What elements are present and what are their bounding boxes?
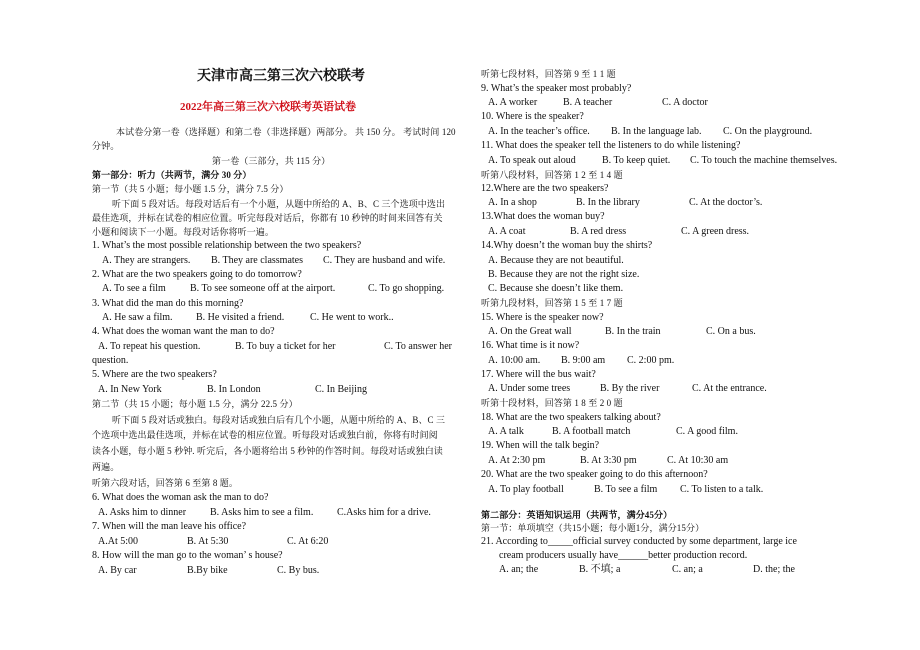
- option-b[interactable]: B. To see a film: [594, 484, 658, 495]
- option-b[interactable]: B. A red dress: [570, 226, 627, 237]
- option-c[interactable]: C. At the entrance.: [692, 383, 767, 394]
- option-a[interactable]: A. 10:00 am.: [488, 355, 541, 366]
- option-c[interactable]: C. To listen to a talk.: [680, 484, 764, 495]
- intro-line-2: 分钟。: [92, 141, 120, 151]
- option-a[interactable]: A. To speak out aloud: [488, 155, 576, 166]
- section-two-directions-2: 个选项中选出最佳选项，并标在试卷的相应位置。听每段对话或独白前，你将有时间阅: [92, 430, 438, 440]
- option-b[interactable]: B. In London: [207, 384, 261, 395]
- question-6-stem: 6. What does the woman ask the man to do?: [92, 492, 269, 503]
- option-b[interactable]: B. To buy a ticket for her: [235, 341, 336, 352]
- option-c[interactable]: C. To answer her: [384, 341, 452, 352]
- option-b[interactable]: B. To keep quiet.: [602, 155, 671, 166]
- question-18-stem: 18. What are the two speakers talking about?: [481, 412, 661, 423]
- option-d[interactable]: D. the; the: [753, 564, 795, 575]
- question-15-stem: 15. Where is the speaker now?: [481, 312, 604, 323]
- question-5-stem: 5. Where are the two speakers?: [92, 369, 217, 380]
- option-b[interactable]: B. By the river: [600, 383, 660, 394]
- question-14-stem: 14.Why doesn’t the woman buy the shirts?: [481, 240, 653, 251]
- option-a[interactable]: A. an; the: [499, 564, 539, 575]
- option-b[interactable]: B. He visited a friend.: [196, 312, 285, 323]
- question-14-option-b[interactable]: B. Because they are not the right size.: [488, 269, 640, 280]
- question-12-stem: 12.Where are the two speakers?: [481, 183, 609, 194]
- option-b[interactable]: B. In the train: [605, 326, 661, 337]
- option-a[interactable]: A. A worker: [488, 97, 538, 108]
- question-6-options: [92, 507, 472, 519]
- option-c[interactable]: C. By bus.: [277, 565, 320, 576]
- option-c[interactable]: C. 2:00 pm.: [627, 355, 675, 366]
- option-a[interactable]: A. A talk: [488, 426, 524, 437]
- option-c[interactable]: C. A good film.: [676, 426, 738, 437]
- exam-title: 天津市高三第三次六校联考: [197, 69, 365, 84]
- question-15-options: [481, 326, 861, 338]
- option-c[interactable]: C. They are husband and wife.: [323, 255, 446, 266]
- question-2-options: [92, 283, 472, 295]
- question-9-stem: 9. What’s the speaker most probably?: [481, 83, 632, 94]
- question-9-options: [481, 97, 861, 109]
- option-b[interactable]: B. In the library: [576, 197, 640, 208]
- question-10-options: [481, 126, 861, 138]
- option-a[interactable]: A. Under some trees: [488, 383, 571, 394]
- option-c[interactable]: C. an; a: [672, 564, 703, 575]
- option-c[interactable]: C. On the playground.: [723, 126, 813, 137]
- question-8-options: [92, 565, 472, 577]
- option-a[interactable]: A. In the teacher’s office.: [488, 126, 590, 137]
- option-a[interactable]: A. To repeat his question.: [98, 341, 201, 352]
- option-a[interactable]: A. He saw a film.: [102, 312, 173, 323]
- option-c[interactable]: C. A green dress.: [681, 226, 750, 237]
- question-16-options: [481, 355, 861, 367]
- section-one-directions-1: 听下面 5 段对话。每段对话后有一个小题，从题中所给的 A、B、C 三个选项中选出: [112, 199, 446, 209]
- option-a[interactable]: A. To see a film: [102, 283, 166, 294]
- question-4-options: [92, 341, 472, 353]
- option-c[interactable]: C. At the doctor’s.: [689, 197, 763, 208]
- option-b[interactable]: B. 9:00 am: [561, 355, 606, 366]
- option-a[interactable]: A. On the Great wall: [488, 326, 572, 337]
- question-10-stem: 10. Where is the speaker?: [481, 111, 584, 122]
- material-8-instruction: 听第八段材料，回答第 1 2 至 1 4 题: [481, 170, 623, 180]
- option-c[interactable]: C. He went to work..: [310, 312, 394, 323]
- material-7-instruction: 听第七段材料，回答第 9 至 1 1 题: [481, 69, 616, 79]
- material-9-instruction: 听第九段材料，回答第 1 5 至 1 7 题: [481, 298, 623, 308]
- option-a[interactable]: A. In New York: [98, 384, 162, 395]
- question-20-stem: 20. What are the two speaker going to do this afternoon?: [481, 469, 708, 480]
- option-b[interactable]: B. To see someone off at the airport.: [190, 283, 336, 294]
- option-c[interactable]: C.Asks him for a drive.: [337, 507, 431, 518]
- question-5-options: [92, 384, 472, 396]
- question-11-options: [481, 155, 861, 167]
- section-one-directions-3: 小题和阅读下一小题。每段对话你将听一遍。: [92, 227, 275, 237]
- option-a[interactable]: A. To play football: [488, 484, 564, 495]
- option-a[interactable]: A. They are strangers.: [102, 255, 191, 266]
- volume-one-heading: 第一卷（三部分，共 115 分）: [212, 156, 331, 166]
- question-18-options: [481, 426, 861, 438]
- option-a[interactable]: A.At 5:00: [98, 536, 138, 547]
- question-7-options: [92, 536, 472, 548]
- question-14-option-c[interactable]: C. Because she doesn’t like them.: [488, 283, 624, 294]
- option-b[interactable]: B.By bike: [187, 565, 228, 576]
- option-c[interactable]: C. At 10:30 am: [667, 455, 729, 466]
- option-a[interactable]: A. In a shop: [488, 197, 537, 208]
- option-b[interactable]: B. They are classmates: [211, 255, 304, 266]
- part-one-heading: 第一部分：听力（共两节，满分 30 分）: [92, 170, 252, 180]
- question-17-options: [481, 383, 861, 395]
- section-two-heading: 第二节（共 15 小题；每小题 1.5 分，满分 22.5 分）: [92, 399, 298, 409]
- question-21-stem-cont: cream producers usually have______better production record.: [499, 550, 748, 561]
- question-13-stem: 13.What does the woman buy?: [481, 211, 605, 222]
- question-16-stem: 16. What time is it now?: [481, 340, 580, 351]
- option-b[interactable]: B. A teacher: [563, 97, 613, 108]
- option-a[interactable]: A. At 2:30 pm: [488, 455, 546, 466]
- part-two-heading: 第二部分：英语知识运用（共两节，满分45分）: [481, 510, 673, 520]
- option-b[interactable]: B. At 3:30 pm: [580, 455, 637, 466]
- question-13-options: [481, 226, 861, 238]
- option-b[interactable]: B. Asks him to see a film.: [210, 507, 314, 518]
- question-19-stem: 19. When will the talk begin?: [481, 440, 600, 451]
- option-c[interactable]: C. To go shopping.: [368, 283, 445, 294]
- question-3-options: [92, 312, 472, 324]
- question-11-stem: 11. What does the speaker tell the listeners to do while listening?: [481, 140, 741, 151]
- intro-line-1: 本试卷分第一卷（选择题）和第二卷（非选择题）两部分。 共 150 分。 考试时间 120: [116, 127, 456, 137]
- question-21-options: [481, 564, 861, 576]
- question-3-stem: 3. What did the man do this morning?: [92, 298, 244, 309]
- question-2-stem: 2. What are the two speakers going to do tomorrow?: [92, 269, 302, 280]
- option-a[interactable]: A. Asks him to dinner: [98, 507, 187, 518]
- option-c[interactable]: C. To touch the machine themselves.: [690, 155, 838, 166]
- question-7-stem: 7. When will the man leave his office?: [92, 521, 247, 532]
- option-c[interactable]: C. At 6:20: [287, 536, 329, 547]
- question-14-option-a[interactable]: A. Because they are not beautiful.: [488, 255, 624, 266]
- option-a[interactable]: A. By car: [98, 565, 137, 576]
- option-a[interactable]: A. A coat: [488, 226, 526, 237]
- exam-subtitle: 2022年高三第三次六校联考英语试卷: [180, 101, 356, 113]
- material-10-instruction: 听第十段材料，回答第 1 8 至 2 0 题: [481, 398, 623, 408]
- option-c[interactable]: C. On a bus.: [706, 326, 756, 337]
- section-one-directions-2: 最佳选项，并标在试卷的相应位置。听完每段对话后，你都有 10 秒钟的时间来回答有关: [92, 213, 443, 223]
- option-b[interactable]: B. 不填; a: [579, 564, 621, 575]
- question-12-options: [481, 197, 861, 209]
- question-1-stem: 1. What’s the most possible relationship between the two speakers?: [92, 240, 362, 251]
- question-4-continuation: question.: [92, 355, 129, 366]
- question-21-stem: 21. According to_____official survey conducted by some department, large ice: [481, 536, 797, 547]
- question-17-stem: 17. Where will the bus wait?: [481, 369, 596, 380]
- section-two-directions-3: 读各小题，每小题 5 秒钟. 听完后，各小题将给出 5 秒钟的作答时间。每段对话或独白读: [92, 446, 443, 456]
- option-b[interactable]: B. In the language lab.: [611, 126, 702, 137]
- section-two-directions-1: 听下面 5 段对话或独白。每段对话或独白后有几个小题，从题中所给的 A、B、C 三: [112, 415, 446, 425]
- section-one-heading: 第一节（共 5 小题；每小题 1.5 分，满分 7.5 分）: [92, 184, 289, 194]
- option-c[interactable]: C. In Beijing: [315, 384, 367, 395]
- question-8-stem: 8. How will the man go to the woman’ s house?: [92, 550, 283, 561]
- question-1-options: [92, 255, 472, 267]
- question-4-stem: 4. What does the woman want the man to do?: [92, 326, 275, 337]
- question-20-options: [481, 484, 861, 496]
- option-b[interactable]: B. At 5:30: [187, 536, 229, 547]
- question-19-options: [481, 455, 861, 467]
- material-6-instruction: 听第六段对话，回答第 6 至第 8 题。: [92, 478, 239, 488]
- section-two-directions-4: 两遍。: [92, 462, 120, 472]
- option-b[interactable]: B. A football match: [552, 426, 631, 437]
- option-c[interactable]: C. A doctor: [662, 97, 708, 108]
- part-two-section-one-heading: 第一节：单项填空（共15小题；每小题1分，满分15分）: [481, 523, 705, 533]
